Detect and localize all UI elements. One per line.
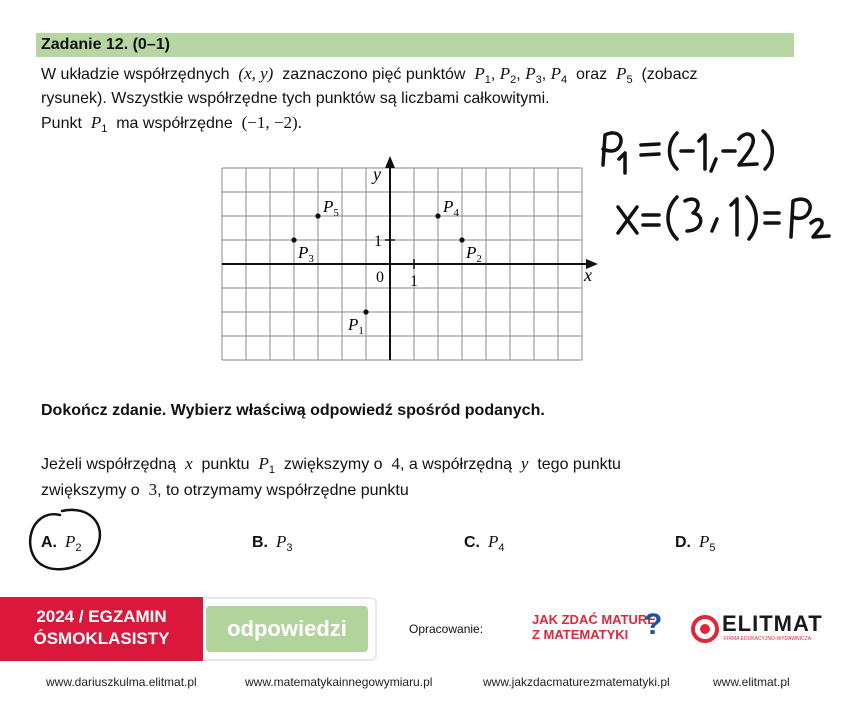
link-elitmat[interactable]: www.elitmat.pl xyxy=(713,675,790,689)
hw-p2-letter xyxy=(791,199,810,237)
point-label-p4: $P_4$ xyxy=(443,197,459,219)
hw-paren-close-1 xyxy=(763,131,772,169)
coordinate-chart xyxy=(210,160,592,360)
jakzdac-logo[interactable]: JAK ZDAĆ MATURĘ Z MATEMATYKI ? xyxy=(532,608,663,642)
hw-one xyxy=(699,135,705,169)
x-axis-label: x xyxy=(584,265,592,285)
option-b[interactable]: B. $P_3$ xyxy=(252,532,293,555)
hw-sub-2 xyxy=(811,220,829,237)
point-label-p5: $P_5$ xyxy=(323,197,339,219)
hw-two xyxy=(739,134,757,165)
handwritten-notes xyxy=(585,115,850,255)
option-c[interactable]: C. $P_4$ xyxy=(464,532,505,555)
y-axis-label: y xyxy=(373,164,381,184)
chart-points xyxy=(291,197,481,337)
exam-badge: 2024 / EGZAMIN ÓSMOKLASISTY xyxy=(0,597,203,661)
intro-line-2: rysunek). Wszystkie współrzędne tych punktów są liczbami całkowitymi. xyxy=(41,90,550,107)
hand-drawn-answer-circle xyxy=(22,503,108,579)
x-tick-label: 1 xyxy=(410,273,418,290)
link-jakzdacmature[interactable]: www.jakzdacmaturezmatematyki.pl xyxy=(483,675,670,689)
point-p3 xyxy=(291,237,296,242)
question-line-1: Jeżeli współrzędną x punktu $P_1$ zwiększymy o 4, a współrzędną y tego punktu xyxy=(41,454,621,477)
question-mark-icon: ? xyxy=(644,608,663,641)
chart-axes xyxy=(222,156,598,360)
hw-equals-3 xyxy=(765,213,779,223)
point-p1 xyxy=(363,309,368,314)
hw-three xyxy=(685,199,701,231)
option-d[interactable]: D. $P_5$ xyxy=(675,532,716,555)
hw-one-2 xyxy=(731,199,737,235)
link-matematykainnegowymiaru[interactable]: www.matematykainnegowymiaru.pl xyxy=(245,675,433,689)
hw-sub-1 xyxy=(619,153,625,173)
hw-equals-1 xyxy=(641,144,659,155)
point-p4 xyxy=(435,213,440,218)
prepared-by-label: Opracowanie: xyxy=(409,622,484,636)
hw-equals-2 xyxy=(643,215,659,225)
hw-comma-2 xyxy=(712,219,717,231)
intro-line-3: Punkt $P_1$ ma współrzędne (−1, −2). xyxy=(41,113,302,136)
point-label-p2: $P_2$ xyxy=(466,243,482,265)
y-tick-label: 1 xyxy=(374,233,382,250)
hw-paren-open-2 xyxy=(668,197,677,239)
hw-comma xyxy=(711,159,716,171)
intro-line-1: W układzie współrzędnych (x, y) zaznaczono pięć punktów $P_1$, $P_2$, $P_3$, $P_4$ oraz $P_5$ (zobacz xyxy=(41,64,698,87)
question-line-2: zwiększymy o 3, to otrzymamy współrzędne punktu xyxy=(41,480,409,499)
coord-pair: (x, y) xyxy=(238,64,274,83)
y-axis-arrow xyxy=(385,156,395,168)
hw-x xyxy=(618,207,637,233)
option-a[interactable]: A. $P_2$ xyxy=(41,532,82,555)
origin-label: 0 xyxy=(376,269,384,286)
hw-paren-close-2 xyxy=(747,197,756,239)
point-label-p3: $P_3$ xyxy=(298,243,314,265)
hw-paren-open-1 xyxy=(670,133,678,169)
task-title: Zadanie 12. (0–1) xyxy=(41,36,170,53)
point-p2 xyxy=(459,237,464,242)
point-label-p1: $P_1$ xyxy=(348,315,364,337)
elitmat-mark-icon xyxy=(690,614,720,644)
point-p5 xyxy=(315,213,320,218)
instruction: Dokończ zdanie. Wybierz właściwą odpowiedź spośród podanych. xyxy=(41,402,545,419)
link-dariuszkulma[interactable]: www.dariuszkulma.elitmat.pl xyxy=(46,675,197,689)
answers-button[interactable]: odpowiedzi xyxy=(206,606,368,652)
